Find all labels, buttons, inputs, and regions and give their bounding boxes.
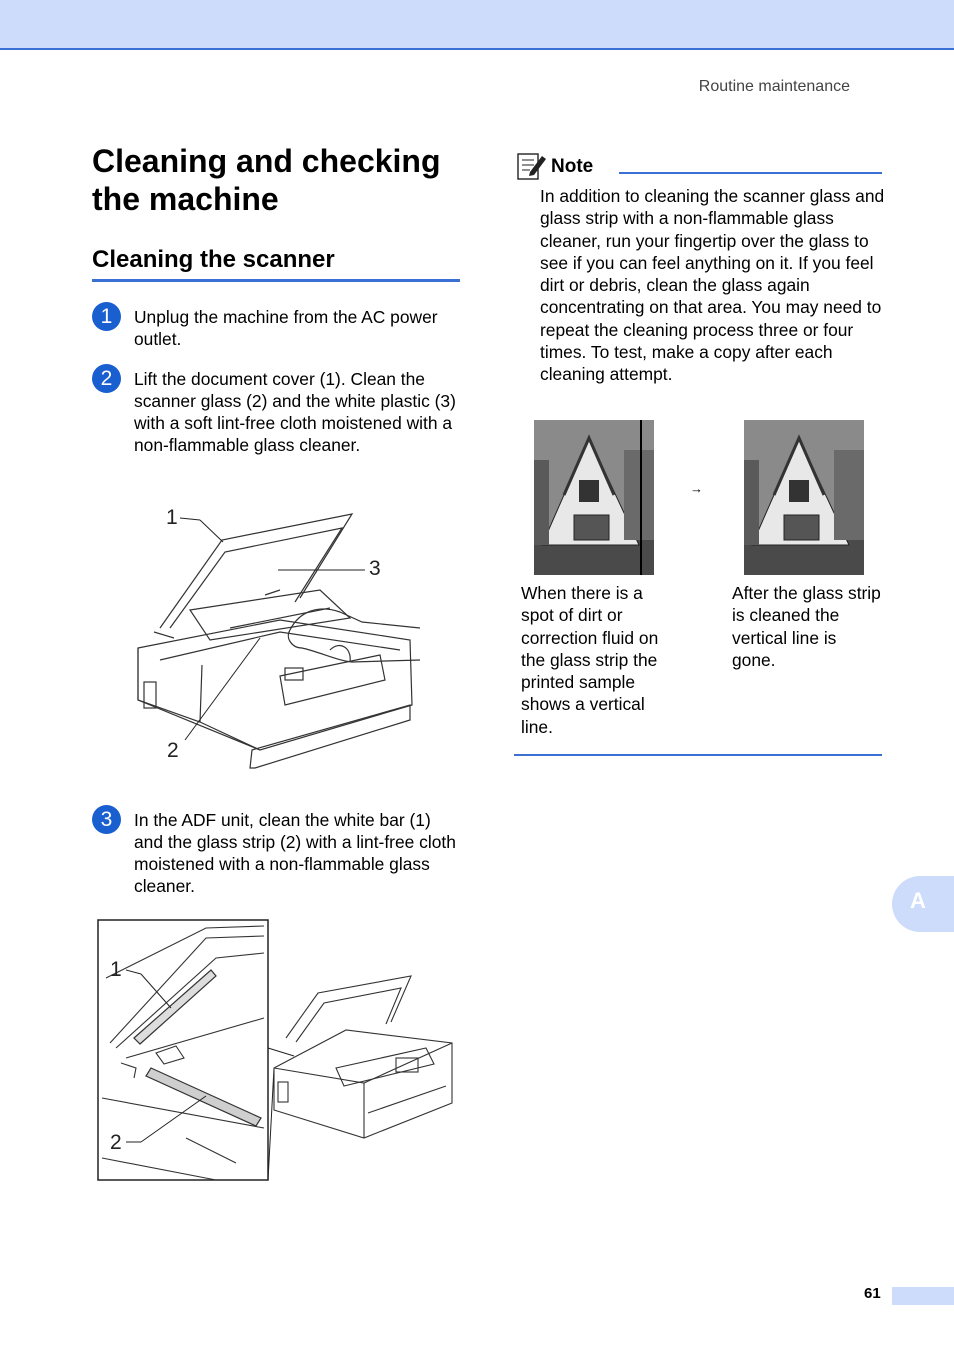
step-number-1: 1 (92, 302, 121, 331)
step-text-1: Unplug the machine from the AC power outlet. (134, 307, 438, 349)
header-band (0, 0, 954, 50)
step-number-3: 3 (92, 805, 121, 834)
page-title: Cleaning and checking the machine (92, 143, 441, 217)
note-pencil-icon (516, 150, 548, 182)
adf-callout-1: 1 (110, 958, 122, 981)
callout-1: 1 (166, 506, 178, 529)
note-text: In addition to cleaning the scanner glass and glass strip with a non-flammable glass cleaner, run your fingertip over the glass to see if you can feel anything on it. If you feel dirt or debris, clean the glass again concentrating on that area. You may need to repeat the cleaning process three or four times. To test, make a copy after each cleaning attempt. (540, 186, 885, 385)
appendix-tab-label: A (910, 888, 926, 913)
note-rule-top (619, 172, 882, 174)
caption-before: When there is a spot of dirt or correction fluid on the glass strip the printed sample shows a vertical line. (521, 583, 659, 737)
sample-photo-with-line (534, 420, 654, 575)
callout-2: 2 (167, 739, 179, 762)
callout-3: 3 (369, 557, 381, 580)
running-head: Routine maintenance (698, 78, 850, 95)
appendix-tab (892, 876, 954, 932)
note-rule-bottom (514, 754, 882, 756)
scanner-cleaning-illustration (130, 500, 430, 775)
step-number-2: 2 (92, 364, 121, 393)
adf-callout-2: 2 (110, 1131, 122, 1154)
note-title: Note (551, 156, 594, 177)
footer-bar (892, 1287, 954, 1305)
step-text-2: Lift the document cover (1). Clean the scanner glass (2) and the white plastic (3) with a soft lint-free cloth moistened with a non-flammable glass cleaner. (134, 369, 456, 455)
adf-cleaning-illustration (96, 918, 460, 1184)
caption-after: After the glass strip is cleaned the vertical line is gone. (732, 583, 881, 670)
section-title: Cleaning the scanner (92, 246, 460, 282)
sample-photo-clean (744, 420, 864, 575)
page-number: 61 (864, 1285, 881, 1302)
before-after-arrow: → (690, 481, 703, 496)
step-text-3: In the ADF unit, clean the white bar (1) and the glass strip (2) with a lint-free cloth moistened with a non-flammable glass cleaner. (134, 810, 456, 896)
